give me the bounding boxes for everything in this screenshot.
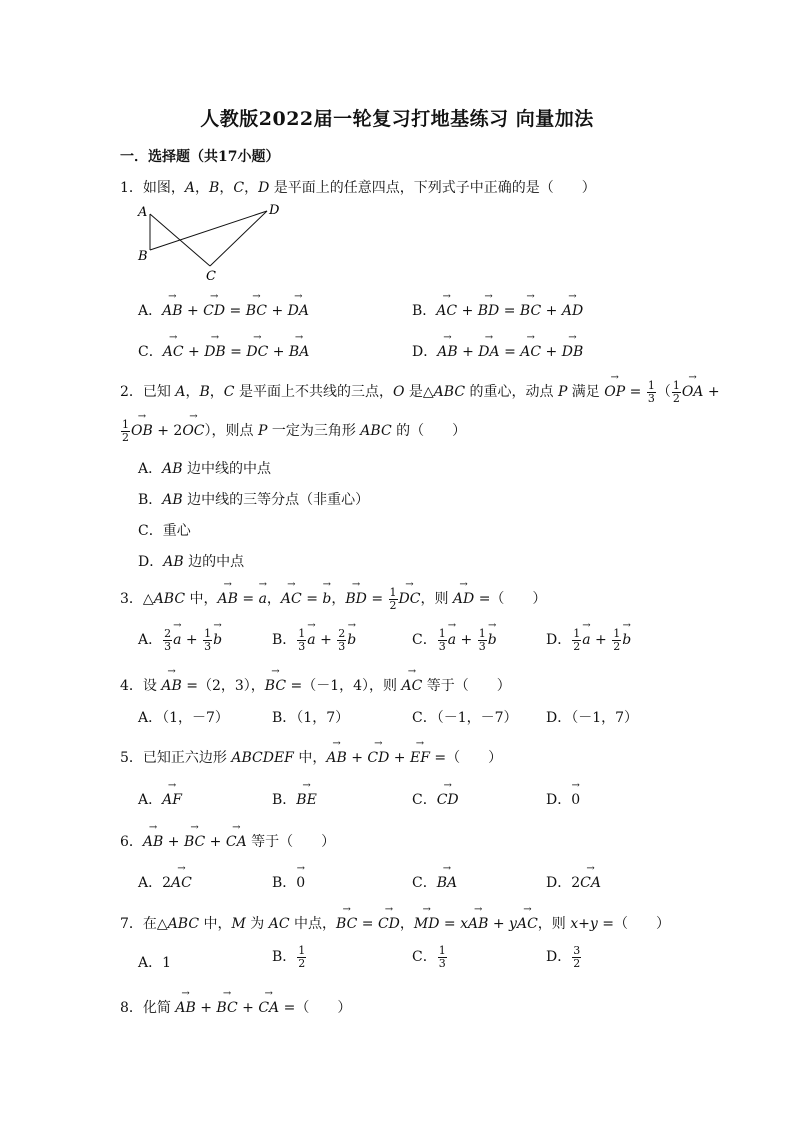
q7-option-b[interactable]: B． $\frac{1}{2}$ bbox=[272, 944, 306, 970]
q2-option-a[interactable]: A．AB 边中线的中点 bbox=[138, 461, 271, 477]
q1-option-a[interactable]: A．→ AB + → CD = → BC + → DA bbox=[138, 300, 309, 320]
q3-option-b[interactable]: B． $\frac{1}{3}$ → a + $\frac{2}{3}$ → b bbox=[272, 628, 356, 652]
q6-option-c[interactable]: C．→ BA bbox=[412, 872, 457, 892]
q2-option-b[interactable]: B．AB 边中线的三等分点（非重心） bbox=[138, 492, 370, 508]
question-7: 7．在△ABC 中，M 为 AC 中点，→ BC = → CD，→ MD = x→ AB + y→ AC，则 x+y =（ ） bbox=[120, 913, 670, 933]
q3-option-d[interactable]: D． $\frac{1}{2}$ → a + $\frac{1}{2}$ → b bbox=[546, 628, 631, 652]
segment-cd bbox=[210, 211, 267, 266]
q6-option-d[interactable]: D．2→ CA bbox=[546, 872, 601, 892]
question-3: 3．△ABC 中，→ AB = → a，→ AC = → b，→ BD = $\frac{1}{2}$ → DC，则 → AD =（ ） bbox=[120, 587, 546, 611]
q2-option-d[interactable]: D．AB 边的中点 bbox=[138, 554, 245, 570]
q5-option-d[interactable]: D．→ 0 bbox=[546, 789, 580, 809]
q6-option-a[interactable]: A．2→ AC bbox=[138, 872, 192, 892]
q4-option-d[interactable]: D．（－1，7） bbox=[546, 710, 639, 726]
page-title: 人教版2022届一轮复习打地基练习 向量加法 bbox=[200, 108, 594, 130]
q4-option-a[interactable]: A．（1，－7） bbox=[138, 710, 229, 726]
q6-option-b[interactable]: B．→ 0 bbox=[272, 872, 305, 892]
q5-option-c[interactable]: C．→ CD bbox=[412, 789, 459, 809]
quadrilateral-figure bbox=[130, 200, 290, 285]
q7-option-a[interactable]: A．1 bbox=[138, 955, 172, 971]
label-c: C bbox=[206, 269, 216, 284]
q3-option-c[interactable]: C． $\frac{1}{3}$ → a + $\frac{1}{3}$ → b bbox=[412, 628, 497, 652]
q4-option-b[interactable]: B．（1，7） bbox=[272, 710, 350, 726]
q1-option-b[interactable]: B．→ AC + → BD = → BC + → AD bbox=[412, 300, 583, 320]
question-5: 5．已知正六边形 ABCDEF 中，→ AB + → CD + → EF =（ ） bbox=[120, 747, 502, 767]
q1-option-c[interactable]: C．→ AC + → DB = → DC + → BA bbox=[138, 341, 309, 361]
label-d: D bbox=[269, 203, 280, 218]
q5-option-a[interactable]: A．→ AF bbox=[138, 789, 182, 809]
segment-bd bbox=[150, 211, 267, 250]
q3-option-a[interactable]: A． $\frac{2}{3}$ → a + $\frac{1}{3}$ → b bbox=[138, 628, 222, 652]
q7-option-c[interactable]: C． $\frac{1}{3}$ bbox=[412, 944, 446, 970]
question-2-line-2: $\frac{1}{2}$ → OB + 2→ OC），则点 P 一定为三角形 ABC 的（ ） bbox=[120, 419, 466, 443]
question-4: 4．设 → AB =（2，3），→ BC =（－1，4），则 → AC 等于（ ） bbox=[120, 675, 511, 695]
question-2-line-1: 2．已知 A，B，C 是平面上不共线的三点，O 是△ABC 的重心，动点 P 满足 → OP = $\frac{1}{3}$ （ $\frac{1}{2}$ → OA + bbox=[120, 380, 720, 404]
question-6: 6．→ AB + → BC + → CA 等于（ ） bbox=[120, 831, 335, 851]
q1-option-d[interactable]: D．→ AB + → DA = → AC + → DB bbox=[412, 341, 583, 361]
label-b: B bbox=[138, 249, 148, 264]
q5-option-b[interactable]: B．→ BE bbox=[272, 789, 317, 809]
section-heading: 一．选择题（共17小题） bbox=[120, 149, 280, 165]
q2-option-c[interactable]: C．重心 bbox=[138, 523, 191, 539]
q4-option-c[interactable]: C．（－1，－7） bbox=[412, 710, 518, 726]
question-1: 1．如图，A，B，C，D 是平面上的任意四点，下列式子中正确的是（ ） bbox=[120, 180, 596, 196]
label-a: A bbox=[138, 205, 148, 220]
question-8: 8．化简 → AB + → BC + → CA =（ ） bbox=[120, 997, 351, 1017]
q7-option-d[interactable]: D． $\frac{3}{2}$ bbox=[546, 944, 581, 970]
